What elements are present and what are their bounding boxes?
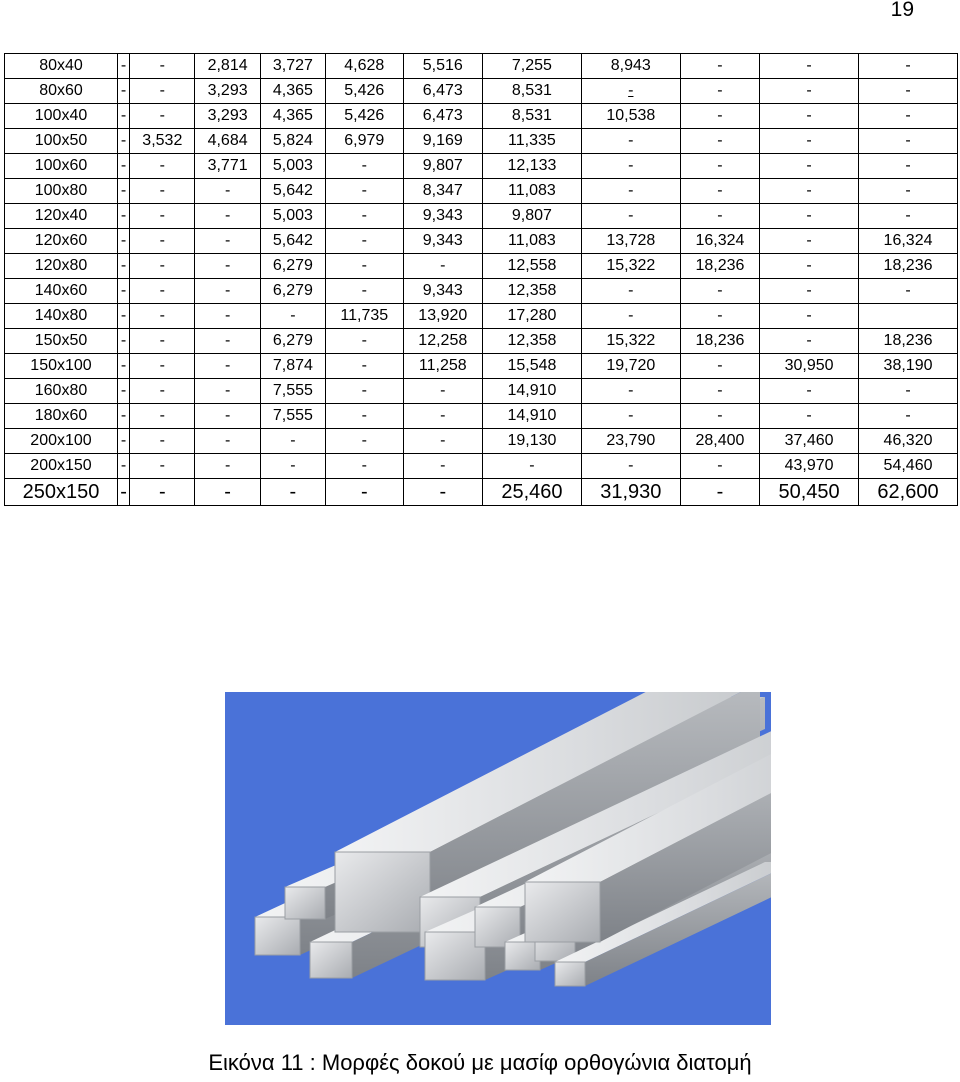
weight-cell: 9,807 <box>403 154 482 179</box>
weight-cell: 4,365 <box>260 104 325 129</box>
weight-cell: - <box>260 429 325 454</box>
table-row <box>5 229 958 254</box>
weight-value: - <box>628 82 634 99</box>
weight-cell: - <box>118 429 130 454</box>
steel-bar-end <box>255 917 300 955</box>
weight-cell: 43,970 <box>760 454 859 479</box>
weight-cell: - <box>680 154 759 179</box>
weight-cell: 5,426 <box>326 79 404 104</box>
weight-cell: - <box>760 179 859 204</box>
weight-cell: 12,258 <box>403 329 482 354</box>
steel-bar-end <box>525 882 600 942</box>
weight-cell: 4,365 <box>260 79 325 104</box>
weight-cell: - <box>195 204 260 229</box>
weight-cell: - <box>130 204 195 229</box>
weight-cell: 62,600 <box>859 479 958 506</box>
weight-cell: - <box>680 204 759 229</box>
weight-cell: - <box>118 304 130 329</box>
weight-cell: - <box>403 404 482 429</box>
weight-cell: - <box>760 104 859 129</box>
weight-cell: 54,460 <box>859 454 958 479</box>
weight-cell <box>859 304 958 329</box>
weight-cell: - <box>326 404 404 429</box>
weight-cell: - <box>859 154 958 179</box>
weight-cell: - <box>118 254 130 279</box>
cross-section-size: 100x40 <box>5 104 118 129</box>
weight-cell: - <box>195 254 260 279</box>
weight-cell: 7,255 <box>482 54 581 79</box>
cross-section-size: 150x50 <box>5 329 118 354</box>
weight-cell: - <box>195 429 260 454</box>
weight-cell: 37,460 <box>760 429 859 454</box>
weight-cell: 18,236 <box>859 329 958 354</box>
cross-section-size: 120x80 <box>5 254 118 279</box>
weight-cell: 12,558 <box>482 254 581 279</box>
weight-cell: 46,320 <box>859 429 958 454</box>
table-row <box>5 354 958 379</box>
table-row <box>5 429 958 454</box>
weight-cell: - <box>326 179 404 204</box>
weight-cell: - <box>130 104 195 129</box>
weight-cell: 4,628 <box>326 54 404 79</box>
weight-cell: - <box>195 229 260 254</box>
table-row <box>5 279 958 304</box>
weight-cell: 14,910 <box>482 379 581 404</box>
weight-cell: 11,083 <box>482 179 581 204</box>
weight-cell: 19,130 <box>482 429 581 454</box>
weight-cell: - <box>130 329 195 354</box>
weight-cell: - <box>118 454 130 479</box>
weight-cell: 4,684 <box>195 129 260 154</box>
weight-cell: - <box>581 279 680 304</box>
weight-cell: 8,531 <box>482 104 581 129</box>
weight-cell: - <box>760 279 859 304</box>
page-number: 19 <box>890 0 914 21</box>
weight-cell: - <box>130 279 195 304</box>
weight-cell: 6,279 <box>260 329 325 354</box>
weight-cell: - <box>195 179 260 204</box>
weight-cell: - <box>581 379 680 404</box>
weight-cell: - <box>581 179 680 204</box>
weight-cell: 12,358 <box>482 279 581 304</box>
weight-cell: - <box>859 129 958 154</box>
weight-cell: 18,236 <box>859 254 958 279</box>
weight-cell: - <box>680 379 759 404</box>
weight-cell: 3,771 <box>195 154 260 179</box>
steel-bar-end <box>285 887 325 919</box>
weight-cell: - <box>130 254 195 279</box>
weight-cell: - <box>760 404 859 429</box>
weight-cell: - <box>859 279 958 304</box>
weight-cell: 17,280 <box>482 304 581 329</box>
weight-cell: - <box>403 379 482 404</box>
weight-cell: 9,807 <box>482 204 581 229</box>
table-row <box>5 404 958 429</box>
weight-cell: - <box>260 479 325 506</box>
weight-cell: 5,426 <box>326 104 404 129</box>
weight-cell: - <box>130 379 195 404</box>
weight-cell: - <box>195 379 260 404</box>
weight-cell: - <box>118 279 130 304</box>
weight-cell: - <box>760 204 859 229</box>
weight-cell: 5,516 <box>403 54 482 79</box>
weight-cell: 31,930 <box>581 479 680 506</box>
weight-cell: 9,343 <box>403 204 482 229</box>
weight-cell: - <box>195 479 260 506</box>
table-row <box>5 179 958 204</box>
weight-cell: 25,460 <box>482 479 581 506</box>
weight-cell: 9,343 <box>403 279 482 304</box>
table-row <box>5 54 958 79</box>
weight-cell: 16,324 <box>680 229 759 254</box>
table-row <box>5 254 958 279</box>
weight-cell: 8,347 <box>403 179 482 204</box>
weight-cell: - <box>130 79 195 104</box>
cross-section-size: 80x40 <box>5 54 118 79</box>
weight-cell: - <box>680 129 759 154</box>
weight-cell: - <box>859 404 958 429</box>
weight-cell: 12,133 <box>482 154 581 179</box>
weight-cell: - <box>760 129 859 154</box>
weight-cell: - <box>118 129 130 154</box>
weights-table <box>4 53 958 506</box>
weight-cell: - <box>859 379 958 404</box>
weight-cell: - <box>130 54 195 79</box>
weight-cell: 7,555 <box>260 379 325 404</box>
weight-cell: - <box>403 254 482 279</box>
weight-cell: 3,727 <box>260 54 325 79</box>
weight-cell: 50,450 <box>760 479 859 506</box>
table-row <box>5 129 958 154</box>
table-row <box>5 104 958 129</box>
weight-cell: - <box>118 154 130 179</box>
weight-cell: 9,169 <box>403 129 482 154</box>
weight-cell: 11,735 <box>326 304 404 329</box>
weight-cell: - <box>118 404 130 429</box>
weight-cell: 6,279 <box>260 279 325 304</box>
weight-cell: - <box>326 254 404 279</box>
weight-cell: - <box>760 304 859 329</box>
cross-section-size: 200x150 <box>5 454 118 479</box>
weight-cell: 3,293 <box>195 104 260 129</box>
weight-cell: - <box>118 104 130 129</box>
weight-cell: - <box>195 304 260 329</box>
cross-section-size: 120x60 <box>5 229 118 254</box>
weight-cell: - <box>195 404 260 429</box>
weight-cell: 15,322 <box>581 254 680 279</box>
weight-cell: 19,720 <box>581 354 680 379</box>
weight-cell: - <box>118 329 130 354</box>
weight-cell: - <box>680 279 759 304</box>
weight-cell: 11,335 <box>482 129 581 154</box>
weight-cell: - <box>130 179 195 204</box>
weight-cell: - <box>680 354 759 379</box>
weight-cell: - <box>859 54 958 79</box>
cross-section-size: 160x80 <box>5 379 118 404</box>
cross-section-size: 250x150 <box>5 479 118 506</box>
cross-section-size: 140x80 <box>5 304 118 329</box>
weight-cell: 8,531 <box>482 79 581 104</box>
weight-cell: - <box>326 154 404 179</box>
weight-cell: - <box>859 179 958 204</box>
weight-cell: 18,236 <box>680 254 759 279</box>
weight-cell: - <box>760 379 859 404</box>
steel-bar-end <box>555 962 585 986</box>
weight-cell: 2,814 <box>195 54 260 79</box>
table-row <box>5 304 958 329</box>
weight-cell: - <box>130 454 195 479</box>
weight-cell: - <box>326 454 404 479</box>
weight-cell: 15,322 <box>581 329 680 354</box>
weight-cell: - <box>403 454 482 479</box>
weight-cell: - <box>403 479 482 506</box>
weight-cell: - <box>326 379 404 404</box>
weight-cell: 23,790 <box>581 429 680 454</box>
weight-cell: 5,824 <box>260 129 325 154</box>
weight-cell: - <box>118 229 130 254</box>
weight-cell: - <box>581 129 680 154</box>
weight-cell: - <box>195 354 260 379</box>
cross-section-size: 100x60 <box>5 154 118 179</box>
weight-cell: - <box>680 404 759 429</box>
weight-cell: 18,236 <box>680 329 759 354</box>
weight-cell <box>581 79 680 104</box>
steel-bars-photo <box>225 692 771 1025</box>
weight-cell: - <box>130 304 195 329</box>
weight-cell: - <box>680 454 759 479</box>
weight-cell: - <box>859 79 958 104</box>
weight-cell: - <box>326 354 404 379</box>
weight-cell: - <box>118 179 130 204</box>
table-row <box>5 204 958 229</box>
weight-cell: - <box>680 54 759 79</box>
weight-cell: - <box>859 104 958 129</box>
table-row <box>5 379 958 404</box>
weight-cell: - <box>680 179 759 204</box>
steel-bar-end <box>310 942 352 978</box>
cross-section-size: 80x60 <box>5 79 118 104</box>
weight-cell: 8,943 <box>581 54 680 79</box>
weight-cell: - <box>680 479 759 506</box>
weight-cell: - <box>760 229 859 254</box>
weight-cell: 16,324 <box>859 229 958 254</box>
weight-cell: - <box>326 204 404 229</box>
weight-cell: - <box>118 54 130 79</box>
weight-cell: 9,343 <box>403 229 482 254</box>
weight-cell: - <box>195 454 260 479</box>
weight-cell: 10,538 <box>581 104 680 129</box>
weight-cell: 5,642 <box>260 229 325 254</box>
weight-cell: - <box>195 329 260 354</box>
weight-cell: - <box>130 154 195 179</box>
cross-section-size: 100x80 <box>5 179 118 204</box>
weight-cell: - <box>680 104 759 129</box>
weight-cell: - <box>326 429 404 454</box>
cross-section-size: 140x60 <box>5 279 118 304</box>
table-row <box>5 454 958 479</box>
weight-cell: - <box>130 404 195 429</box>
weight-cell: - <box>581 404 680 429</box>
cross-section-size: 100x50 <box>5 129 118 154</box>
weight-cell: - <box>130 354 195 379</box>
weight-cell: 5,003 <box>260 154 325 179</box>
weight-cell: - <box>326 329 404 354</box>
weight-cell: 14,910 <box>482 404 581 429</box>
weight-cell: 7,874 <box>260 354 325 379</box>
weight-cell: - <box>760 79 859 104</box>
cross-section-size: 150x100 <box>5 354 118 379</box>
weight-cell: 5,642 <box>260 179 325 204</box>
table-row <box>5 79 958 104</box>
weight-cell: 38,190 <box>859 354 958 379</box>
weight-cell: - <box>260 304 325 329</box>
weight-cell: 11,258 <box>403 354 482 379</box>
weight-cell: 13,728 <box>581 229 680 254</box>
weight-cell: 28,400 <box>680 429 759 454</box>
weight-cell: 12,358 <box>482 329 581 354</box>
weight-cell: 6,279 <box>260 254 325 279</box>
weight-cell: - <box>760 254 859 279</box>
weight-cell: 5,003 <box>260 204 325 229</box>
weight-cell: 3,293 <box>195 79 260 104</box>
weight-cell: - <box>118 79 130 104</box>
weight-cell: - <box>130 479 195 506</box>
weight-cell: - <box>118 479 130 506</box>
weight-cell: - <box>326 279 404 304</box>
weight-cell: - <box>581 454 680 479</box>
table-row <box>5 479 958 506</box>
weight-cell: - <box>326 229 404 254</box>
table-row <box>5 329 958 354</box>
weight-cell: 3,532 <box>130 129 195 154</box>
weight-cell: - <box>680 304 759 329</box>
cross-section-size: 200x100 <box>5 429 118 454</box>
weight-cell: - <box>118 354 130 379</box>
weight-cell: - <box>403 429 482 454</box>
figure-caption: Εικόνα 11 : Μορφές δοκού με μασίφ ορθογώνια διατομή <box>208 1050 752 1075</box>
weight-cell: - <box>326 479 404 506</box>
weight-cell: - <box>195 279 260 304</box>
weight-cell: - <box>680 79 759 104</box>
table-row <box>5 154 958 179</box>
weight-cell: - <box>760 54 859 79</box>
weight-cell: 6,979 <box>326 129 404 154</box>
cross-section-size: 120x40 <box>5 204 118 229</box>
weight-cell: 13,920 <box>403 304 482 329</box>
weight-cell: - <box>118 204 130 229</box>
weight-cell: 30,950 <box>760 354 859 379</box>
weight-cell: 15,548 <box>482 354 581 379</box>
weight-cell: 7,555 <box>260 404 325 429</box>
weight-cell: - <box>118 379 130 404</box>
steel-bar-end <box>335 852 430 932</box>
weight-cell: - <box>760 154 859 179</box>
weight-cell: - <box>260 454 325 479</box>
weight-cell: - <box>130 229 195 254</box>
weight-cell: - <box>130 429 195 454</box>
weight-cell: - <box>760 329 859 354</box>
weight-cell: - <box>581 304 680 329</box>
weight-cell: - <box>859 204 958 229</box>
weight-cell: 6,473 <box>403 79 482 104</box>
weight-cell: 11,083 <box>482 229 581 254</box>
weight-cell: - <box>581 154 680 179</box>
weight-cell: - <box>581 204 680 229</box>
weight-cell: - <box>482 454 581 479</box>
cross-section-size: 180x60 <box>5 404 118 429</box>
weight-cell: 6,473 <box>403 104 482 129</box>
